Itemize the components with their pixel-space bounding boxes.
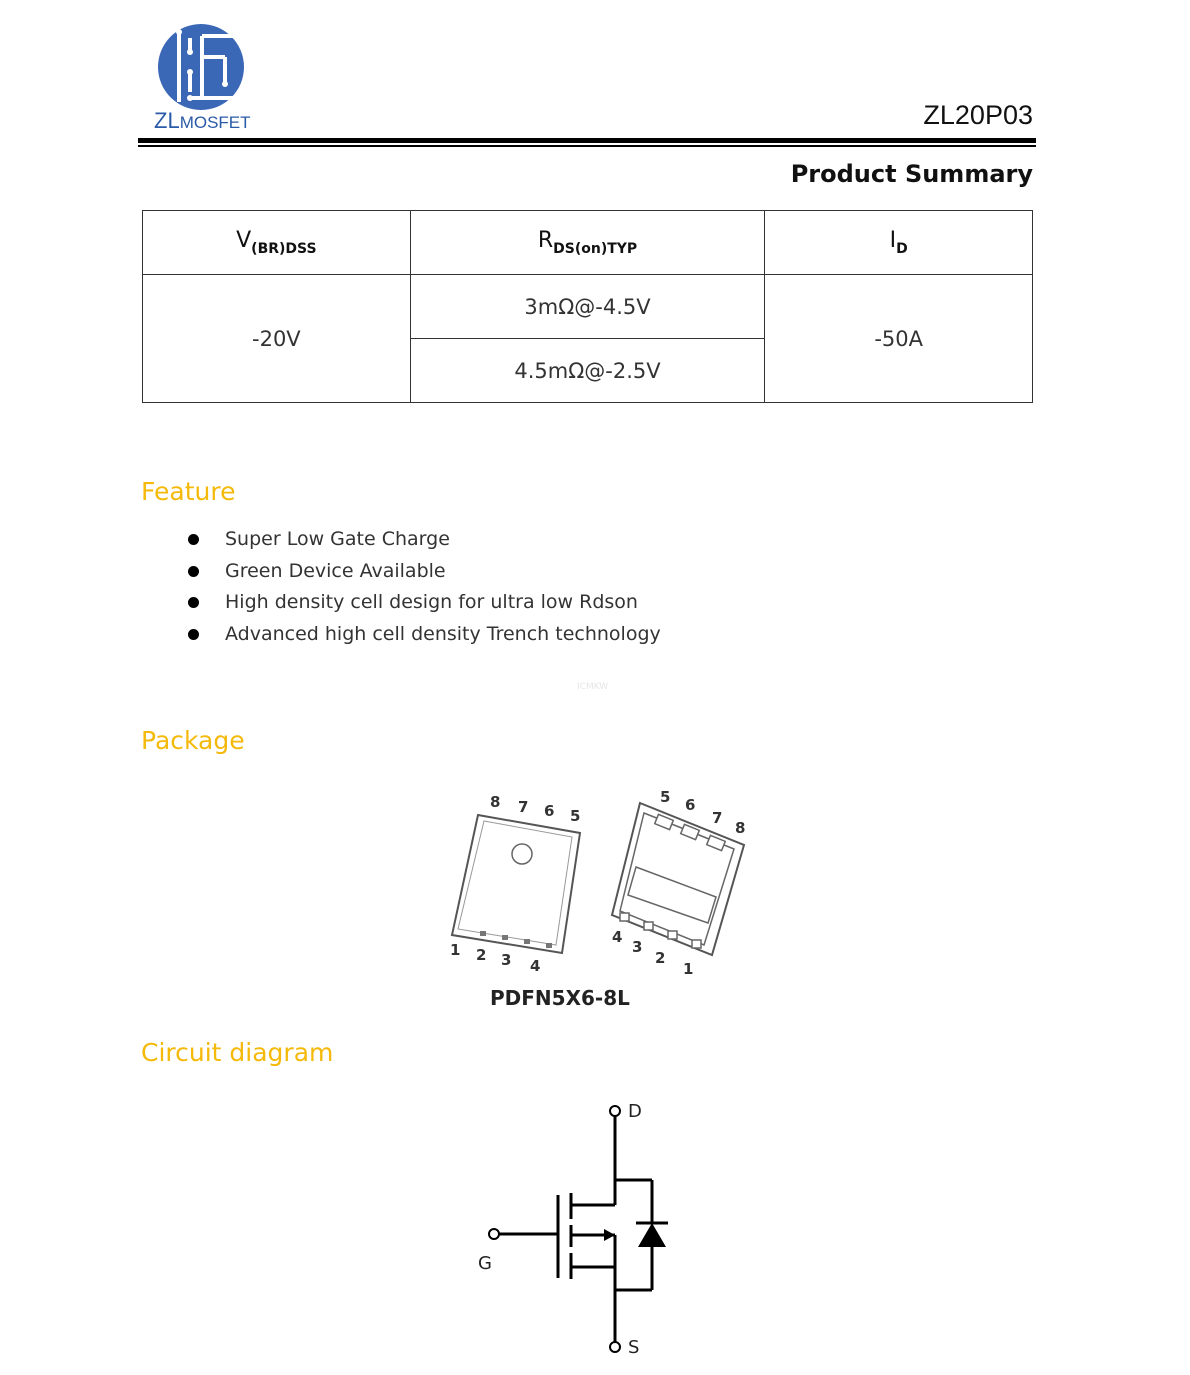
bullet-icon xyxy=(188,534,199,545)
pin-label: 3 xyxy=(501,951,512,969)
pin-label: 1 xyxy=(683,960,694,978)
col-header-sub: DS(on)TYP xyxy=(553,241,638,257)
pin-label: 5 xyxy=(570,807,581,825)
cell-rdson-1: 3mΩ@-4.5V xyxy=(410,275,765,339)
col-header-rdson xyxy=(410,211,765,275)
pin-label: 4 xyxy=(612,928,623,946)
package-name: PDFN5X6-8L xyxy=(490,986,630,1010)
list-item xyxy=(186,557,661,589)
package-title: Package xyxy=(141,726,245,755)
pin-label: 6 xyxy=(685,796,696,814)
pin-label: 5 xyxy=(660,788,671,806)
pin-label: 1 xyxy=(450,941,461,959)
col-header-sub: (BR)DSS xyxy=(251,241,317,257)
pin-label: 8 xyxy=(490,793,501,811)
list-item xyxy=(186,620,661,652)
pin-label: 2 xyxy=(655,949,666,967)
feature-text: Advanced high cell density Trench technology xyxy=(225,622,661,645)
cell-vbrdss: -20V xyxy=(143,275,411,403)
list-item xyxy=(186,525,661,557)
cell-rdson-2: 4.5mΩ@-2.5V xyxy=(410,339,765,403)
col-header-sub: D xyxy=(896,241,908,257)
pin-label: 3 xyxy=(632,938,643,956)
package-top-view xyxy=(450,793,580,975)
package-bottom-view xyxy=(612,788,745,978)
circuit-diagram-title: Circuit diagram xyxy=(141,1038,334,1067)
col-header-main: R xyxy=(537,228,554,253)
logo-brand-small: MOSFET xyxy=(179,113,251,132)
bullet-icon xyxy=(188,597,199,608)
logo-wordmark xyxy=(154,108,251,134)
col-header-main: V xyxy=(236,228,252,253)
logo-brand-big: ZL xyxy=(154,108,180,133)
mosfet-symbol xyxy=(470,1095,700,1360)
source-label: S xyxy=(628,1337,640,1358)
table-header-row xyxy=(143,211,1033,275)
col-header-id xyxy=(765,211,1033,275)
bullet-icon xyxy=(188,566,199,577)
feature-title: Feature xyxy=(141,477,236,506)
feature-text: Green Device Available xyxy=(225,559,446,582)
drain-label: D xyxy=(628,1101,642,1122)
pin-label: 8 xyxy=(735,819,746,837)
header-rule-thick xyxy=(138,138,1036,143)
product-summary-title: Product Summary xyxy=(790,160,1033,188)
pin-label: 2 xyxy=(476,946,487,964)
table-row xyxy=(143,275,1033,339)
pin-label: 4 xyxy=(530,957,541,975)
feature-text: High density cell design for ultra low Rdson xyxy=(225,591,638,613)
pin-label: 7 xyxy=(712,809,723,827)
header-rule-thin xyxy=(138,145,1036,147)
bullet-icon xyxy=(188,629,199,640)
cell-id: -50A xyxy=(765,275,1033,403)
watermark: ICMKW xyxy=(577,682,609,692)
product-summary-table xyxy=(142,210,1033,403)
gate-label: G xyxy=(478,1253,492,1274)
list-item xyxy=(186,588,661,620)
feature-list xyxy=(186,525,661,651)
pin-label: 7 xyxy=(518,798,529,816)
col-header-main: I xyxy=(889,228,897,253)
feature-text: Super Low Gate Charge xyxy=(225,528,450,550)
part-number: ZL20P03 xyxy=(923,100,1033,130)
pin-label: 6 xyxy=(544,802,555,820)
col-header-vbrdss xyxy=(143,211,411,275)
package-drawing xyxy=(440,785,760,1015)
